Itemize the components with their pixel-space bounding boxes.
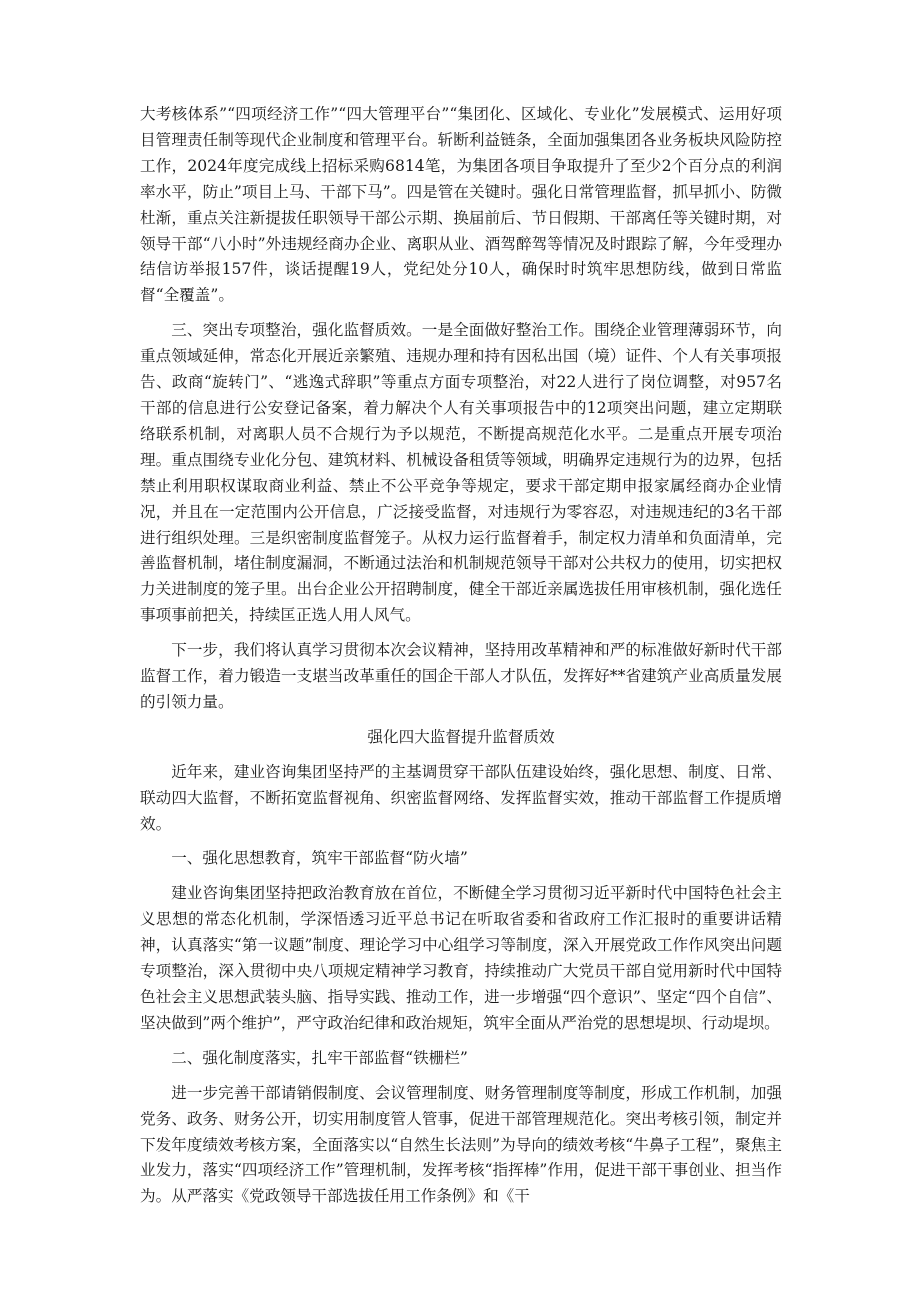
heading-ideological-education: 一、强化思想教育，筑牢干部监督“防火墙”: [171, 849, 468, 868]
paragraph-intro: 近年来，建业咨询集团坚持严的主基调贯穿干部队伍建设始终，强化思想、制度、日常、联动四大监督，不断拓宽监督视角、织密监督网络、发挥监督实效，推动干部监督工作提质增效。: [140, 762, 782, 833]
paragraph-system-implementation: 进一步完善干部请销假制度、会议管理制度、财务管理制度等制度，形成工作机制，加强党务、政务、财务公开，切实用制度管人管事，促进干部管理规范化。突出考核引领，制定并下发年度绩效考核方案，全面落实以“自然生长法则”为导向的绩效考核“牛鼻子工程”，聚焦主业发力，落实“四项经济工作”管理机制，发挥考核“指挥棒”作用，促进干部干事创业、担当作为。从严落实《党政领导干部选拔任用工作条例》和《干: [140, 1083, 782, 1206]
paragraph-ideological-education: 建业咨询集团坚持把政治教育放在首位，不断健全学习贯彻习近平新时代中国特色社会主义思想的常态化机制，学深悟透习近平总书记在听取省委和省政府工作汇报时的重要讲话精神，认真落实“第一议题”制度、理论学习中心组学习等制度，深入开展党政工作作风突出问题专项整治，深入贯彻中央八项规定精神学习教育，持续推动广大党员干部自觉用新时代中国特色社会主义思想武装头脑、指导实践、推动工作，进一步增强“四个意识”、坚定“四个自信”、坚决做到”两个维护”，严守政治纪律和政治规矩，筑牢全面从严治党的思想堤坝、行动堤坝。: [140, 884, 782, 1032]
section-title: 强化四大监督提升监督质效: [367, 727, 555, 746]
heading-system-implementation: 二、强化制度落实，扎牢干部监督“铁栅栏”: [171, 1048, 468, 1067]
document-page: [140, 102, 782, 1219]
paragraph-special-rectification: 三、突出专项整治，强化监督质效。一是全面做好整治工作。围绕企业管理薄弱环节，向重点领域延伸，常态化开展近亲繁殖、违规办理和持有因私出国（境）证件、个人有关事项报告、政商“旋转门”、“逃逸式辞职”等重点方面专项整治，对22人进行了岗位调整，对957名干部的信息进行公安登记备案，着力解决个人有关事项报告中的12项突出问题，建立定期联络联系机制，对离职人员不合规行为予以规范，不断提高规范化水平。二是重点开展专项治理。重点围绕专业化分包、建筑材料、机械设备租赁等领域，明确界定违规行为的边界，包括禁止利用职权谋取商业利益、禁止不公平竞争等规定，要求干部定期申报家属经商办企业情况，并且在一定范围内公开信息，广泛接受监督，对违规行为零容忍，对违规违纪的3名干部进行组织处理。三是织密制度监督笼子。从权力运行监督着手，制定权力清单和负面清单，完善监督机制，堵住制度漏洞，不断通过法治和机制规范领导干部对公共权力的使用，切实把权力关进制度的笼子里。出台企业公开招聘制度，健全干部近亲属选拔任用审核机制，强化选任事项事前把关，持续匡正选人用人风气。: [140, 321, 782, 625]
paragraph-next-steps: 下一步，我们将认真学习贯彻本次会议精神，坚持用改革精神和严的标准做好新时代干部监督工作，着力锻造一支堪当改革重任的国企干部人才队伍，发挥好**省建筑产业高质量发展的引领力量。: [140, 641, 782, 711]
paragraph-continued: 大考核体系”“四项经济工作”“四大管理平台”“集团化、区域化、专业化”发展模式、运用好项目管理责任制等现代企业制度和管理平台。斩断利益链条，全面加强集团各业务板块风险防控工作，2024年度完成线上招标采购6814笔，为集团各项目争取提升了至少2个百分点的利润率水平，防止”项目上马、干部下马”。四是管在关键时。强化日常管理监督，抓早抓小、防微杜渐，重点关注新提拔任职领导干部公示期、换届前后、节日假期、干部离任等关键时期，对领导干部“八小时”外违规经商办企业、离职从业、酒驾醉驾等情况及时跟踪了解，今年受理办结信访举报157件，谈话提醒19人，党纪处分10人，确保时时筑牢思想防线，做到日常监督“全覆盖”。: [140, 105, 782, 305]
